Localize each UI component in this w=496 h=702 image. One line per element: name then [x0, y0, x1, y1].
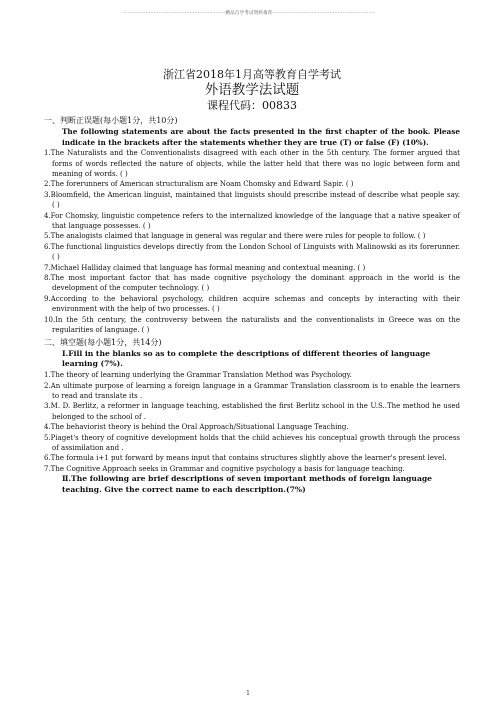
section-1-instructions: The following statements are about the facts presented in the first chapter of the book. Please indicate in the brackets after the statements whether they are true (T) or false (F) (10%). [62, 127, 460, 147]
question-2-3: 3.M. D. Berlitz, a reformer in language teaching, established the first Berlitz school in the U.S..The method he used belonged to the school of . [44, 402, 460, 421]
page-header: ·······························································精品自学考试资料推荐······························································· [122, 11, 376, 16]
question-2-5: 5.Piaget's theory of cognitive development holds that the child achieves his conceptual growth through the process of assimilation and . [44, 433, 460, 452]
question-2-2: 2.An ultimate purpose of learning a foreign language in a Grammar Translation classroom is to enable the learners to read and translate its . [44, 381, 460, 400]
question-1-8: 8.The most important factor that has made cognitive psychology the dominant approach in the world is the development of the computer technology. ( ) [44, 274, 460, 293]
exam-title: 浙江省2018年1月高等教育自学考试 [163, 68, 341, 81]
question-2-6: 6.The formula i+1 put forward by means input that contains structures slightly above the learner's present level. [44, 454, 447, 463]
question-1-3: 3.Bloomfield, the American linguist, maintained that linguists should prescribe instead of describe what people say. ( ) [44, 190, 460, 210]
question-1-5: 5.The analogists claimed that language in general was regular and there were rules for people to follow. ( ) [44, 232, 426, 241]
question-2-1: 1.The theory of learning underlying the Grammar Translation Method was Psychology. [44, 371, 352, 380]
question-1-4: 4.For Chomsky, linguistic competence refers to the internalized knowledge of the language that a native speaker of that language possesses. ( ) [44, 211, 460, 231]
section-2-part-1-intro: Ⅰ.Fill in the blanks so as to complete the descriptions of different theories of language learning (7%). [62, 348, 431, 369]
question-1-10: 10.In the 5th century, the controversy between the naturalists and the conventionalists in Greece was on the regularities of language. ( ) [44, 315, 460, 335]
question-2-4: 4.The behaviorist theory is behind the Oral Approach/Situational Language Teaching. [44, 423, 349, 432]
course-code: 课程代码：00833 [207, 99, 297, 112]
question-1-1: 1.The Naturalists and the Conventionalists disagreed with each other in the 5th century. The former argued that forms of words reflected the nature of objects, while the latter held that there was no logic between form and meaning of words. ( ) [44, 149, 460, 178]
question-1-7: 7.Michael Halliday claimed that language has formal meaning and contextual meaning. ( ) [44, 263, 366, 272]
page-number: 1 [246, 690, 250, 697]
section-1-heading: 一、判断正误题(每小题1分，共10分) [44, 116, 178, 125]
question-2-7: 7.The Cognitive Approach seeks in Grammar and cognitive psychology a basis for language teaching. [44, 464, 405, 473]
question-1-9: 9.According to the behavioral psychology, children acquire schemas and concepts by interacting with their environment with the help of two processes. ( ) [44, 294, 460, 314]
question-1-2: 2.The forerunners of American structuralism are Noam Chomsky and Edward Sapir. ( ) [44, 180, 354, 189]
course-title: 外语教学法试题 [204, 82, 300, 98]
section-2-heading: 二、填空题(每小题1分，共14分) [44, 337, 162, 347]
section-2-part-2-intro: Ⅱ.The following are brief descriptions of seven important methods of foreign language teaching. Give the correct name to each description.(7%) [62, 474, 433, 494]
document-body [44, 68, 460, 496]
question-1-6: 6.The functional linguistics develops directly from the London School of Linguists with Malinowski as its forerunner.( ) [44, 242, 460, 262]
